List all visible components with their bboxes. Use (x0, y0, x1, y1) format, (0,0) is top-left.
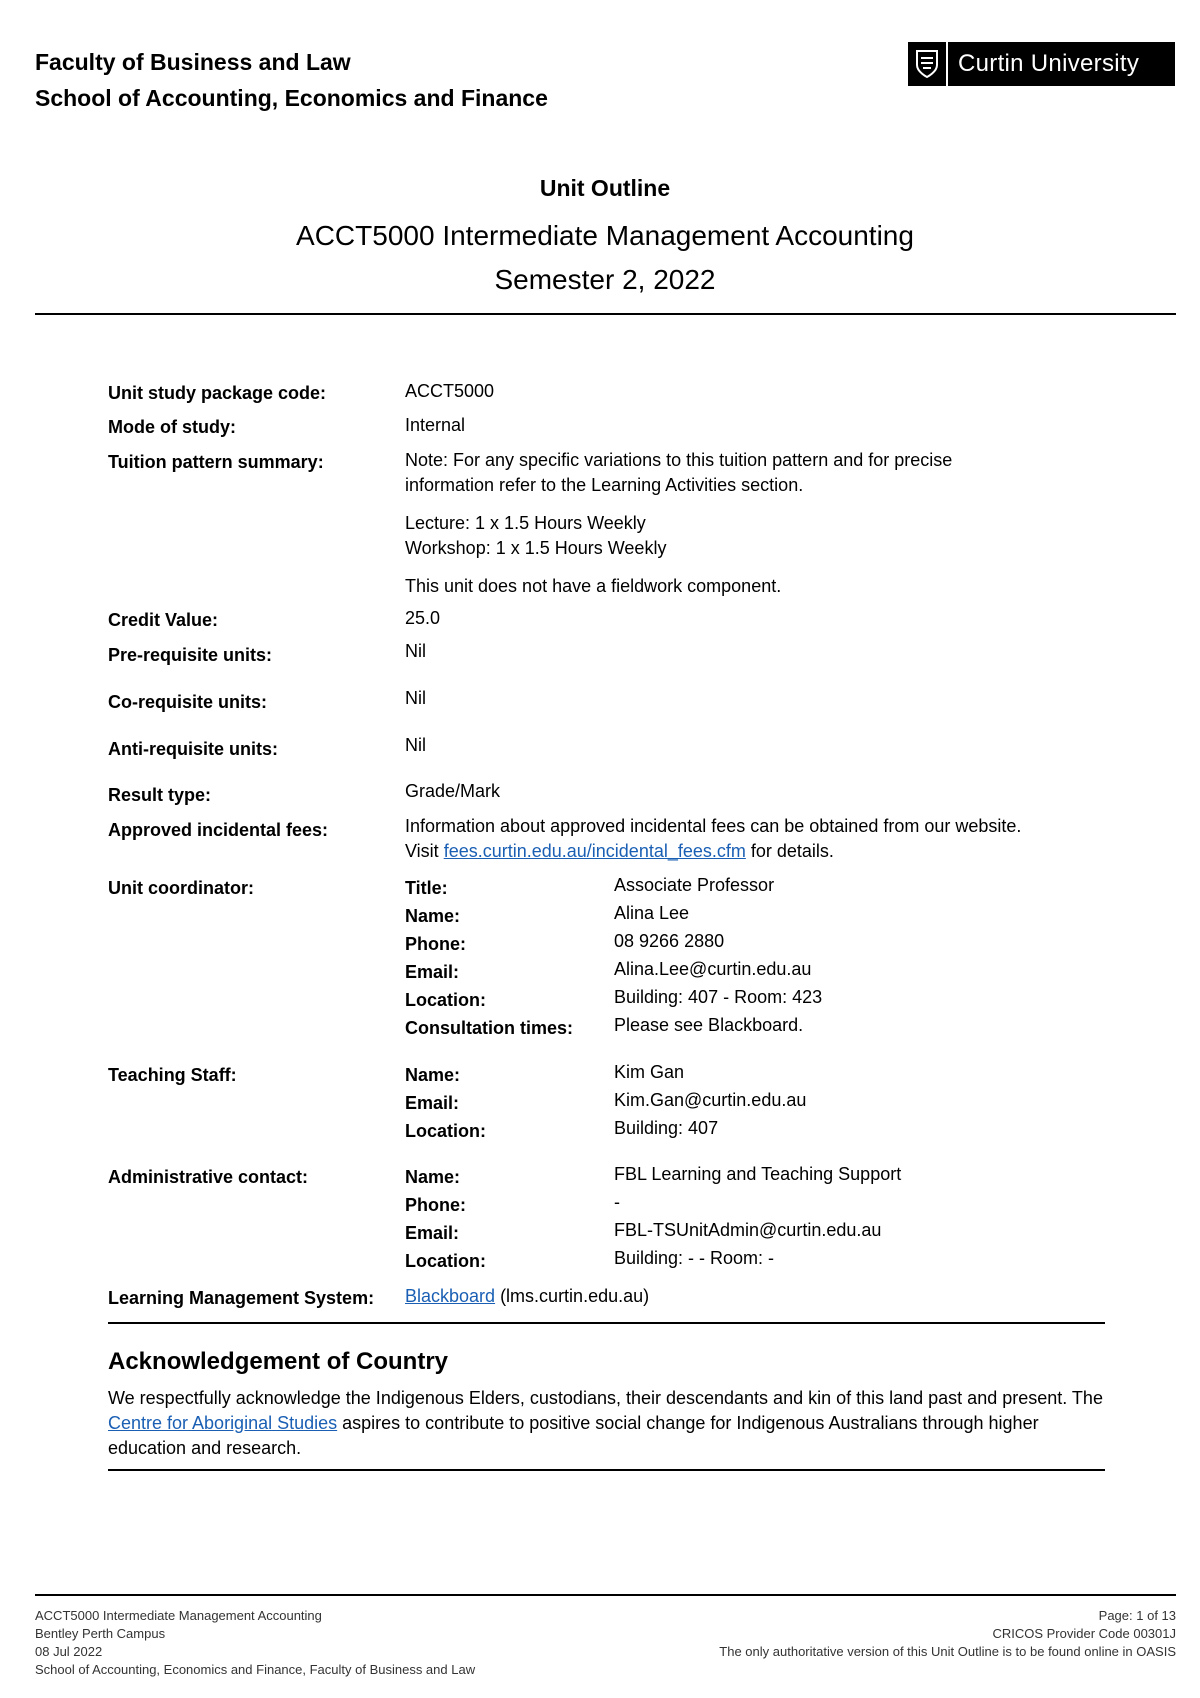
footer-right (719, 1607, 1176, 1661)
admin-location: Building: - - Room: - (614, 1248, 775, 1268)
footer-date: 08 Jul 2022 (35, 1644, 103, 1659)
coord-consult-label: Consultation times: (405, 1018, 574, 1038)
faculty-name: Faculty of Business and Law (35, 49, 351, 75)
coordinator-label: Unit coordinator: (108, 878, 254, 898)
coord-email[interactable]: Alina.Lee@curtin.edu.au (614, 959, 812, 979)
title-block (35, 168, 1175, 302)
footer-left (35, 1607, 475, 1679)
fieldwork-note: This unit does not have a fieldwork component. (405, 576, 782, 596)
fees-line-1: Information about approved incidental fees can be obtained from our website. (405, 816, 1022, 836)
coord-location: Building: 407 - Room: 423 (614, 987, 823, 1007)
coord-name: Alina Lee (614, 903, 690, 923)
lms-label: Learning Management System: (108, 1288, 375, 1308)
semester: Semester 2, 2022 (494, 264, 716, 295)
coreq-label: Co-requisite units: (108, 692, 268, 712)
prereq-label: Pre-requisite units: (108, 645, 273, 665)
tuition-note-1: Note: For any specific variations to this tuition pattern and for precise (405, 450, 953, 470)
mode-label: Mode of study: (108, 417, 236, 437)
credit-value: 25.0 (405, 608, 441, 628)
ack-text-2: aspires to contribute to positive social change for Indigenous Australians through higher education and research. (108, 1413, 1039, 1458)
coord-name-label: Name: (405, 906, 461, 926)
footer-page: Page: 1 of 13 (1098, 1608, 1176, 1623)
admin-location-label: Location: (405, 1251, 486, 1271)
tuition-note-2: information refer to the Learning Activities section. (405, 475, 804, 495)
antireq-value: Nil (405, 735, 426, 755)
footer-divider (35, 1594, 1176, 1596)
admin-email[interactable]: FBL-TSUnitAdmin@curtin.edu.au (614, 1220, 882, 1240)
result-label: Result type: (108, 785, 212, 805)
ack-divider (108, 1469, 1105, 1471)
admin-name-label: Name: (405, 1167, 461, 1187)
prereq-value: Nil (405, 641, 426, 661)
doc-type: Unit Outline (539, 175, 671, 201)
tuition-label: Tuition pattern summary: (108, 452, 324, 472)
teaching-location: Building: 407 (614, 1118, 719, 1138)
fees-tail: for details. (745, 841, 834, 861)
fees-line-2 (405, 839, 834, 864)
workshop-pattern: Workshop: 1 x 1.5 Hours Weekly (405, 538, 667, 558)
teaching-location-label: Location: (405, 1121, 486, 1141)
teaching-email-label: Email: (405, 1093, 460, 1113)
teaching-label: Teaching Staff: (108, 1065, 237, 1085)
coord-phone-label: Phone: (405, 934, 466, 954)
fees-label: Approved incidental fees: (108, 820, 329, 840)
antireq-label: Anti-requisite units: (108, 739, 278, 759)
unit-title: ACCT5000 Intermediate Management Accounting (296, 220, 914, 251)
teaching-email[interactable]: Kim.Gan@curtin.edu.au (614, 1090, 807, 1110)
footer-school: School of Accounting, Economics and Finance, Faculty of Business and Law (35, 1662, 476, 1677)
acknowledgement-text (108, 1386, 1108, 1461)
admin-phone: - (614, 1192, 620, 1212)
footer-authoritative: The only authoritative version of this Unit Outline is to be found online in OASIS (719, 1644, 1176, 1659)
lms-value (405, 1284, 649, 1309)
credit-label: Credit Value: (108, 610, 219, 630)
admin-email-label: Email: (405, 1223, 460, 1243)
title-divider (35, 313, 1176, 315)
coreq-value: Nil (405, 688, 426, 708)
document-header (35, 44, 548, 116)
ack-text-1: We respectfully acknowledge the Indigenous Elders, custodians, their descendants and kin of this land past and present. The (108, 1388, 1103, 1408)
teaching-name-label: Name: (405, 1065, 461, 1085)
mode-value: Internal (405, 415, 466, 435)
lms-tail: (lms.curtin.edu.au) (495, 1286, 650, 1306)
blackboard-link[interactable]: Blackboard (405, 1286, 496, 1306)
logo-text: Curtin University (958, 50, 1140, 77)
admin-name: FBL Learning and Teaching Support (614, 1164, 902, 1184)
details-divider (108, 1322, 1105, 1324)
admin-label: Administrative contact: (108, 1167, 309, 1187)
acknowledgement-heading: Acknowledgement of Country (108, 1348, 449, 1375)
fees-visit: Visit (405, 841, 444, 861)
result-value: Grade/Mark (405, 781, 501, 801)
aboriginal-studies-link[interactable]: Centre for Aboriginal Studies (108, 1413, 338, 1433)
crest-icon (908, 42, 948, 86)
coord-email-label: Email: (405, 962, 460, 982)
footer-unit: ACCT5000 Intermediate Management Accounting (35, 1608, 322, 1623)
coord-location-label: Location: (405, 990, 486, 1010)
footer-cricos: CRICOS Provider Code 00301J (992, 1626, 1176, 1641)
footer-campus: Bentley Perth Campus (35, 1626, 166, 1641)
coord-phone: 08 9266 2880 (614, 931, 725, 951)
school-name: School of Accounting, Economics and Finance (35, 85, 548, 111)
fees-link[interactable]: fees.curtin.edu.au/incidental_fees.cfm (443, 841, 746, 861)
coord-title-label: Title: (405, 878, 448, 898)
curtin-logo (908, 42, 1175, 86)
code-value: ACCT5000 (405, 381, 495, 401)
admin-phone-label: Phone: (405, 1195, 466, 1215)
teaching-name: Kim Gan (614, 1062, 685, 1082)
coord-title: Associate Professor (614, 875, 775, 895)
lecture-pattern: Lecture: 1 x 1.5 Hours Weekly (405, 513, 646, 533)
coord-consult: Please see Blackboard. (614, 1015, 804, 1035)
code-label: Unit study package code: (108, 383, 327, 403)
